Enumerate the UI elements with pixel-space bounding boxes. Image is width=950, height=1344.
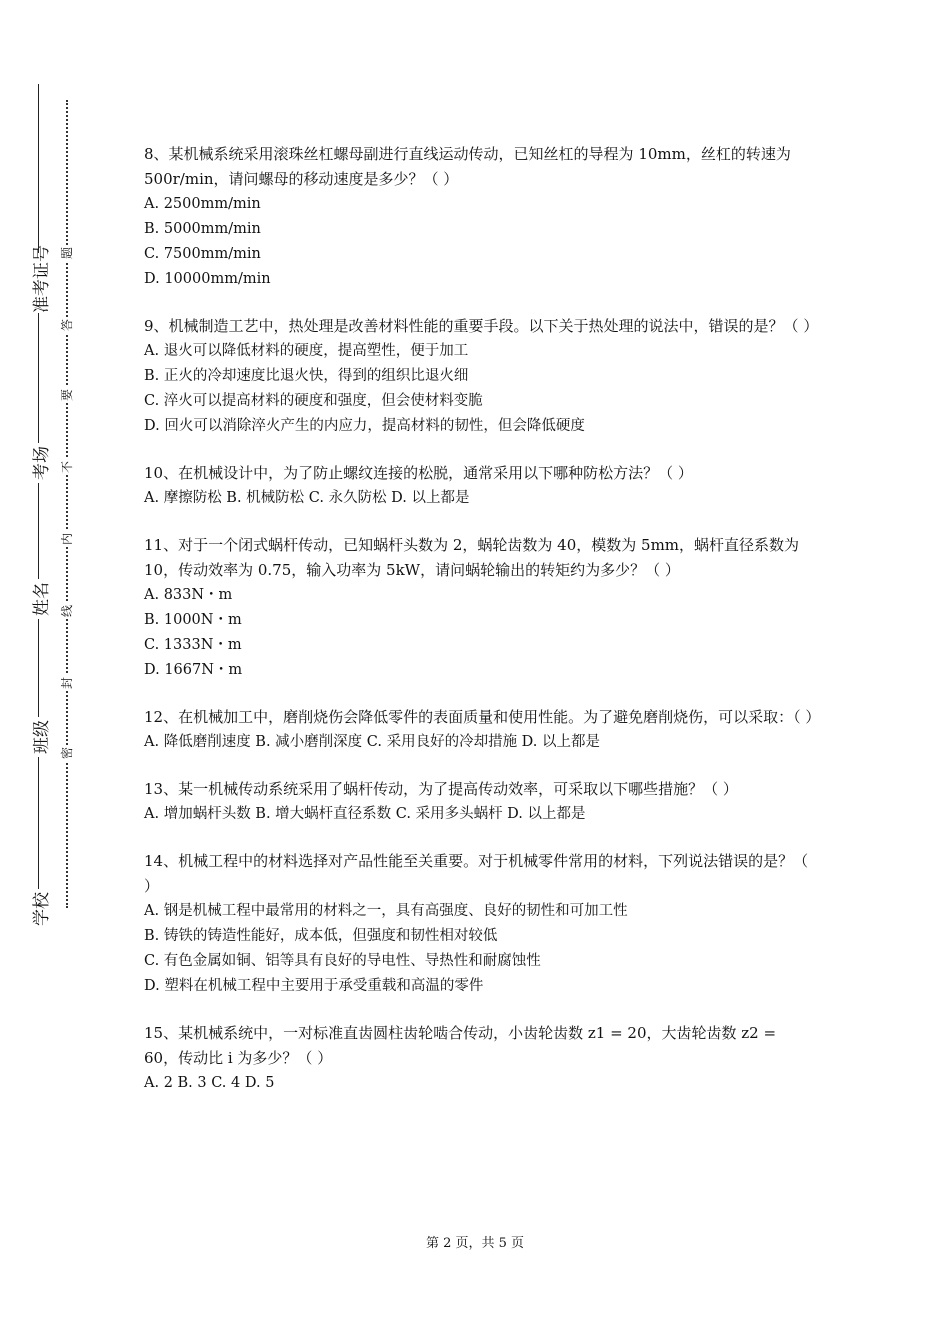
class-label: 班级 — [31, 717, 53, 757]
page-number: 第 2 页，共 5 页 — [425, 1236, 525, 1251]
exam-room-label: 考场 — [31, 443, 53, 483]
seal-dotted-line — [66, 100, 68, 908]
name-label: 姓名 — [31, 579, 53, 619]
option: D. 塑料在机械工程中主要用于承受重载和高温的零件 — [144, 978, 484, 994]
question-9 — [144, 314, 819, 439]
question-list — [144, 142, 821, 1118]
option: C. 有色金属如铜、铝等具有良好的导电性、导热性和耐腐蚀性 — [144, 953, 541, 969]
seal-char: 封 — [60, 677, 74, 690]
question-stem: 9、机械制造工艺中，热处理是改善材料性能的重要手段。以下关于热处理的说法中，错误的是？（ ） — [144, 317, 819, 335]
question-stem: 8、某机械系统采用滚珠丝杠螺母副进行直线运动传动，已知丝杠的导程为 10mm，丝杠的转速为 500r/min，请问螺母的移动速度是多少？（ ） — [144, 145, 791, 188]
seal-char: 题 — [60, 247, 74, 260]
seal-char: 密 — [60, 747, 74, 760]
question-12 — [144, 705, 821, 755]
option: C. 1333N・m — [144, 637, 242, 653]
exam-number-label: 准考证号 — [32, 245, 52, 313]
seal-char: 要 — [60, 389, 74, 402]
question-stem: 11、对于一个闭式蜗杆传动，已知蜗杆头数为 2，蜗轮齿数为 40，模数为 5mm，蜗杆直径系数为 10，传动效率为 0.75，输入功率为 5kW，请问蜗轮输出的转矩约为多少？（ ） — [144, 536, 800, 579]
question-14 — [144, 849, 814, 999]
seal-char: 答 — [60, 319, 74, 332]
option: A. 退火可以降低材料的硬度，提高塑性，便于加工 — [144, 343, 469, 359]
question-11 — [144, 533, 814, 683]
question-8 — [144, 142, 814, 292]
option: A. 降低磨削速度 B. 减小磨削深度 C. 采用良好的冷却措施 D. 以上都是 — [144, 734, 601, 750]
question-13 — [144, 777, 814, 827]
option: D. 回火可以消除淬火产生的内应力，提高材料的韧性，但会降低硬度 — [144, 418, 585, 434]
seal-char: 内 — [60, 533, 74, 546]
option: A. 钢是机械工程中最常用的材料之一，具有高强度、良好的韧性和可加工性 — [144, 903, 628, 919]
option: B. 1000N・m — [144, 612, 242, 628]
seal-char: 不 — [60, 461, 74, 474]
option: D. 10000mm/min — [144, 271, 271, 287]
option: C. 淬火可以提高材料的硬度和强度，但会使材料变脆 — [144, 393, 483, 409]
question-stem: 15、某机械系统中，一对标准直齿圆柱齿轮啮合传动，小齿轮齿数 z1 = 20，大齿轮齿数 z2 = 60，传动比 i 为多少？（ ） — [144, 1024, 777, 1067]
option: B. 铸铁的铸造性能好，成本低，但强度和韧性相对较低 — [144, 928, 498, 944]
option: D. 1667N・m — [144, 662, 243, 678]
question-stem: 14、机械工程中的材料选择对产品性能至关重要。对于机械零件常用的材料，下列说法错误的是？（ ） — [144, 852, 809, 895]
option: A. 摩擦防松 B. 机械防松 C. 永久防松 D. 以上都是 — [144, 490, 470, 506]
question-stem: 13、某一机械传动系统采用了蜗杆传动，为了提高传动效率，可采取以下哪些措施？（ ） — [144, 780, 738, 798]
school-label: 学校 — [31, 889, 53, 929]
seal-char: 线 — [60, 605, 74, 618]
question-15 — [144, 1021, 814, 1096]
question-10 — [144, 461, 814, 511]
question-stem: 12、在机械加工中，磨削烧伤会降低零件的表面质量和使用性能。为了避免磨削烧伤，可以采取：（ ） — [144, 708, 821, 726]
option: A. 2500mm/min — [144, 196, 261, 212]
option: B. 正火的冷却速度比退火快，得到的组织比退火细 — [144, 368, 469, 384]
question-stem: 10、在机械设计中，为了防止螺纹连接的松脱，通常采用以下哪种防松方法？（ ） — [144, 464, 693, 482]
option: A. 增加蜗杆头数 B. 增大蜗杆直径系数 C. 采用多头蜗杆 D. 以上都是 — [144, 806, 586, 822]
option: A. 833N・m — [144, 587, 233, 603]
option: A. 2 B. 3 C. 4 D. 5 — [144, 1075, 275, 1091]
option: B. 5000mm/min — [144, 221, 261, 237]
binding-line — [38, 84, 39, 924]
option: C. 7500mm/min — [144, 246, 261, 262]
